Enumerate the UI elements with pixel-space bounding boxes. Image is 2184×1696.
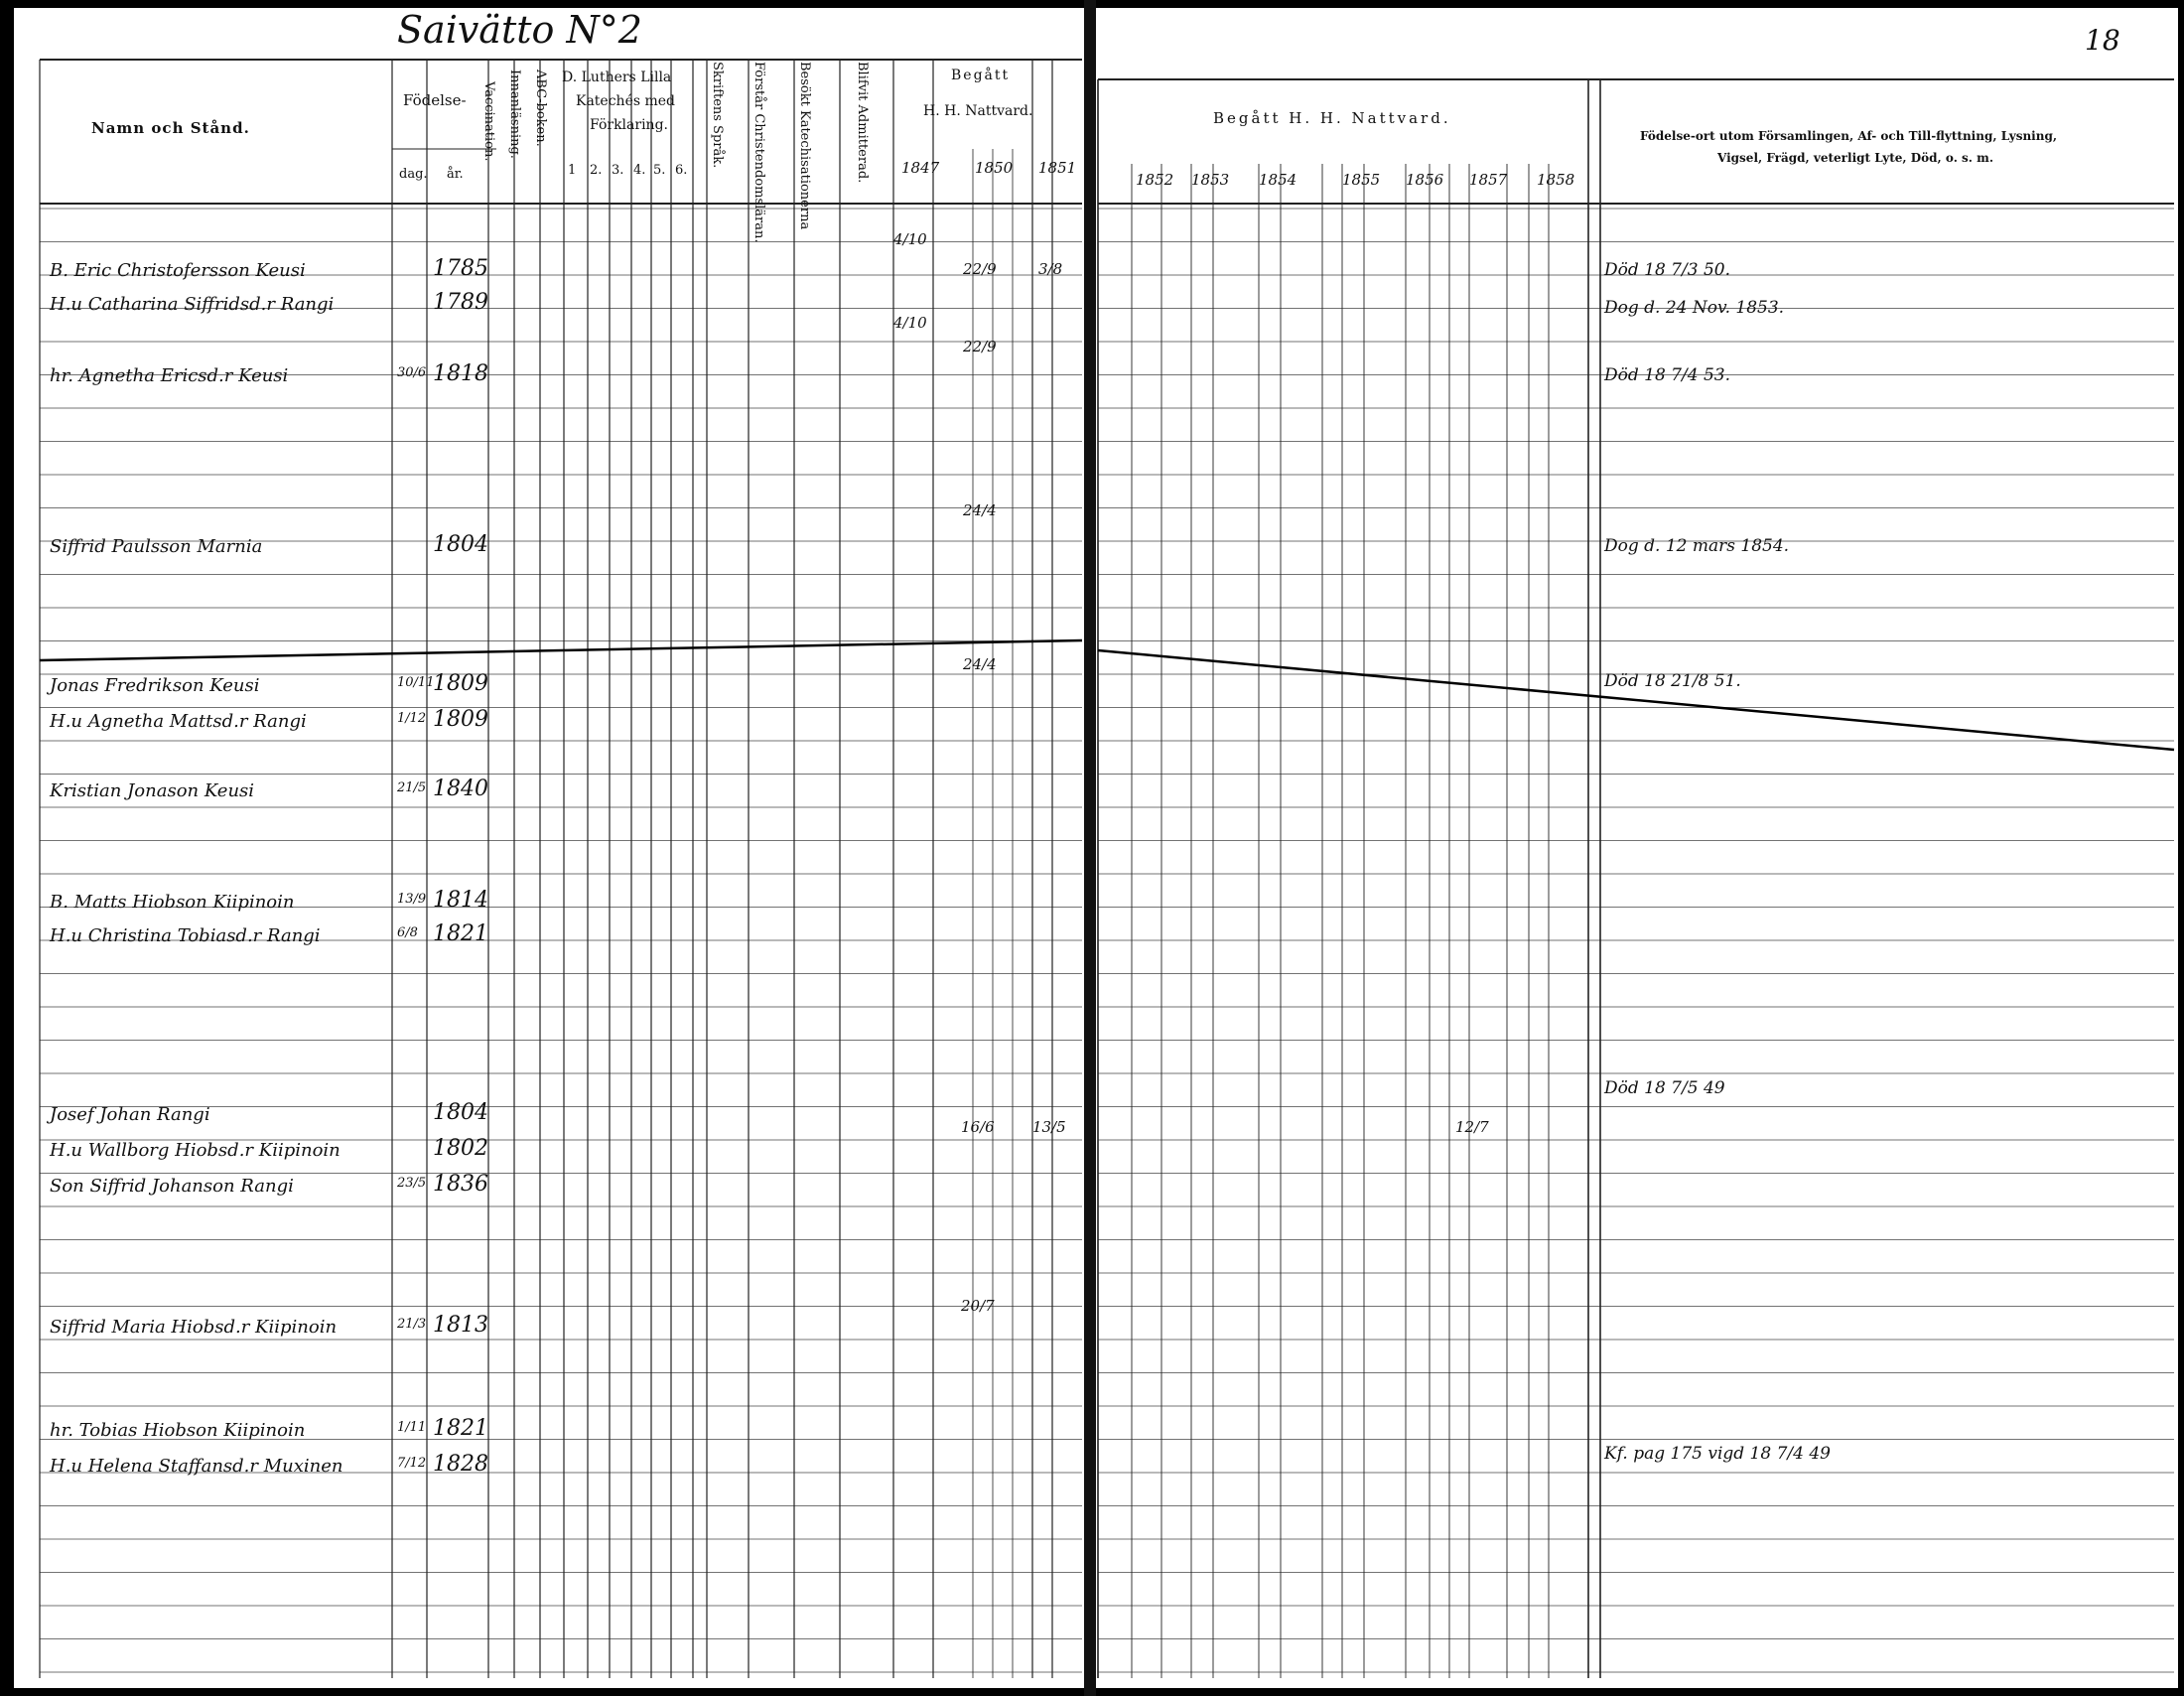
communion-year: 1850 — [975, 159, 1014, 177]
header-christian-faith: Förstår Christendomsläran. — [751, 62, 766, 243]
communion-mark: 12/7 — [1455, 1118, 1489, 1136]
page-title: Saivätto N°2 — [397, 8, 642, 52]
communion-year: 1854 — [1259, 171, 1297, 189]
entry-name: H.u Agnetha Mattsd.r Rangi — [50, 711, 307, 732]
entry-birth-day: 1/11 — [397, 1420, 427, 1435]
entry-name: H.u Helena Staffansd.r Muxinen — [50, 1456, 343, 1477]
remark: Död 18 7/3 50. — [1604, 260, 1730, 280]
communion-mark: 4/10 — [893, 230, 927, 248]
header-reading: Innanläsning. — [507, 70, 522, 159]
header-luther-2: Katechés med — [576, 93, 676, 109]
entry-birth-year: 1804 — [433, 532, 488, 557]
entry-birth-year: 1809 — [433, 671, 488, 696]
header-name: Namn och Stånd. — [91, 119, 250, 137]
entry-birth-year: 1804 — [433, 1100, 488, 1125]
communion-year: 1851 — [1038, 159, 1077, 177]
communion-mark: 22/9 — [963, 338, 997, 355]
entry-birth-year: 1814 — [433, 888, 488, 913]
entry-birth-day: 23/5 — [397, 1176, 427, 1191]
entry-birth-year: 1809 — [433, 707, 488, 732]
entry-name: hr. Agnetha Ericsd.r Keusi — [50, 365, 289, 386]
entry-birth-year: 1813 — [433, 1313, 488, 1338]
header-abc: ABC-boken. — [533, 70, 548, 147]
header-remarks-2: Vigsel, Frägd, veterligt Lyte, Död, o. s. m. — [1717, 151, 1994, 165]
entry-name: Siffrid Maria Hiobsd.r Kiipinoin — [50, 1317, 338, 1338]
rule-line — [40, 640, 1082, 660]
header-year: år. — [447, 167, 464, 182]
header-admitted: Blifvit Admitterad. — [855, 62, 870, 184]
entry-birth-year: 1821 — [433, 921, 488, 946]
luther-column-number: 5. — [653, 163, 666, 178]
rule-line — [1098, 650, 2174, 750]
remark: Dog d. 24 Nov. 1853. — [1604, 298, 1785, 318]
remark: Död 18 7/5 49 — [1604, 1078, 1725, 1098]
entry-birth-year: 1818 — [433, 361, 488, 386]
entry-birth-day: 1/12 — [397, 711, 427, 726]
communion-mark: 4/10 — [893, 314, 927, 332]
communion-year: 1852 — [1136, 171, 1174, 189]
entry-birth-day: 21/3 — [397, 1317, 427, 1332]
entry-birth-day: 10/11 — [397, 675, 435, 690]
entry-name: H.u Catharina Siffridsd.r Rangi — [50, 294, 335, 315]
header-birth: Födelse- — [403, 91, 467, 109]
luther-column-number: 6. — [675, 163, 688, 178]
remark: Död 18 7/4 53. — [1604, 365, 1730, 385]
entry-birth-day: 13/9 — [397, 892, 427, 907]
luther-column-number: 2. — [590, 163, 603, 178]
entry-name: H.u Christina Tobiasd.r Rangi — [50, 925, 321, 946]
entry-birth-year: 1785 — [433, 256, 488, 281]
communion-mark: 16/6 — [961, 1118, 995, 1136]
luther-column-number: 4. — [633, 163, 646, 178]
remark: Dog d. 12 mars 1854. — [1604, 536, 1790, 556]
communion-year: 1853 — [1191, 171, 1230, 189]
entry-birth-year: 1828 — [433, 1452, 488, 1477]
entry-birth-day: 6/8 — [397, 925, 418, 940]
entry-birth-year: 1821 — [433, 1416, 488, 1441]
communion-mark: 13/5 — [1032, 1118, 1066, 1136]
communion-year: 1855 — [1342, 171, 1381, 189]
entry-birth-year: 1802 — [433, 1136, 488, 1161]
communion-year: 1857 — [1469, 171, 1508, 189]
entry-name: B. Eric Christofersson Keusi — [50, 260, 306, 281]
entry-birth-year: 1840 — [433, 777, 488, 801]
entry-birth-year: 1789 — [433, 290, 488, 315]
communion-mark: 22/9 — [963, 260, 997, 278]
entry-name: B. Matts Hiobson Kiipinoin — [50, 892, 295, 913]
header-scripture: Skriftens Språk. — [710, 62, 725, 169]
communion-year: 1858 — [1537, 171, 1575, 189]
header-remarks-1: Födelse-ort utom Församlingen, Af- och Till-flyttning, Lysning, — [1640, 129, 2058, 143]
luther-column-number: 3. — [612, 163, 624, 178]
entry-birth-day: 30/6 — [397, 365, 427, 380]
header-communion-1: Begått — [951, 68, 1011, 83]
communion-mark: 3/8 — [1038, 260, 1063, 278]
luther-column-number: 1 — [568, 163, 577, 178]
communion-mark: 20/7 — [961, 1297, 995, 1315]
header-day: dag. — [399, 167, 428, 182]
entry-name: Siffrid Paulsson Marnia — [50, 536, 263, 557]
entry-birth-day: 7/12 — [397, 1456, 427, 1471]
entry-name: Josef Johan Rangi — [50, 1104, 210, 1125]
folio-number: 18 — [2085, 24, 2120, 57]
entry-name: Kristian Jonason Keusi — [50, 780, 255, 801]
header-luther-1: D. Luthers Lilla — [562, 70, 672, 85]
header-communion-right: Begått H. H. Nattvard. — [1213, 109, 1451, 127]
communion-mark: 24/4 — [963, 655, 997, 673]
entry-birth-day: 21/5 — [397, 780, 427, 795]
header-luther-3: Förklaring. — [590, 117, 668, 133]
entry-name: H.u Wallborg Hiobsd.r Kiipinoin — [50, 1140, 341, 1161]
header-catechism: Besökt Katechisationerna — [797, 62, 812, 230]
communion-year: 1847 — [901, 159, 940, 177]
header-vaccination: Vaccination. — [481, 81, 496, 162]
entry-name: hr. Tobias Hiobson Kiipinoin — [50, 1420, 306, 1441]
entry-name: Son Siffrid Johanson Rangi — [50, 1176, 294, 1197]
entry-name: Jonas Fredrikson Keusi — [50, 675, 260, 696]
entry-birth-year: 1836 — [433, 1172, 488, 1197]
remark: Död 18 21/8 51. — [1604, 671, 1741, 691]
remark: Kf. pag 175 vigd 18 7/4 49 — [1604, 1444, 1831, 1464]
header-communion-2: H. H. Nattvard. — [923, 103, 1033, 119]
communion-year: 1856 — [1406, 171, 1444, 189]
communion-mark: 24/4 — [963, 501, 997, 519]
